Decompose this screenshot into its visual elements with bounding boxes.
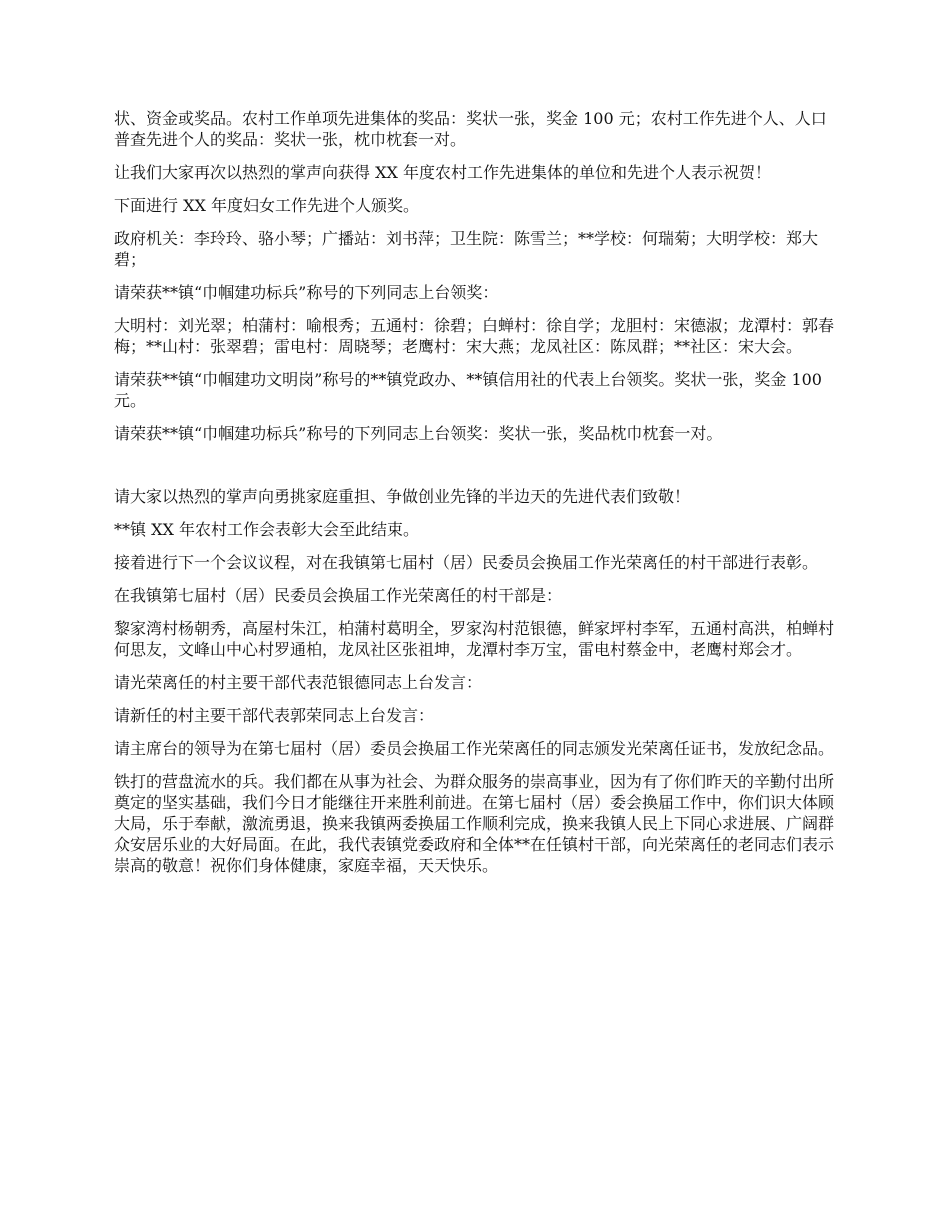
paragraph-10: **镇 XX 年农村工作会表彰大会至此结束。 <box>114 520 419 539</box>
paragraph-15: 请新任的村主要干部代表郭荣同志上台发言： <box>114 706 435 725</box>
paragraph-5: 请荣获**镇“巾帼建功标兵”称号的下列同志上台领奖： <box>114 283 499 302</box>
paragraph-12: 在我镇第七届村（居）民委员会换届工作光荣离任的村干部是： <box>114 586 563 605</box>
document-body <box>114 108 838 876</box>
paragraph-2: 让我们大家再次以热烈的掌声向获得 XX 年度农村工作先进集体的单位和先进个人表示祝贺！ <box>114 163 771 182</box>
paragraph-13: 黎家湾村杨朝秀，高屋村朱江，柏蒲村葛明全，罗家沟村范银德，鲜家坪村李军，五通村高洪，柏蝉村何思友，文峰山中心村罗通柏，龙凤社区张祖坤，龙潭村李万宝，雷电村蔡金中，老鹰村郑会才。 <box>114 619 835 659</box>
blank-gap <box>114 456 838 486</box>
paragraph-3: 下面进行 XX 年度妇女工作先进个人颁奖。 <box>114 196 419 215</box>
paragraph-8: 请荣获**镇“巾帼建功标兵”称号的下列同志上台领奖：奖状一张，奖品枕巾枕套一对。 <box>114 424 723 443</box>
paragraph-11: 接着进行下一个会议议程，对在我镇第七届村（居）民委员会换届工作光荣离任的村干部进行表彰。 <box>114 553 819 572</box>
paragraph-1: 状、资金或奖品。农村工作单项先进集体的奖品：奖状一张，奖金 100 元；农村工作先进个人、人口普查先进个人的奖品：奖状一张，枕巾枕套一对。 <box>114 109 827 149</box>
paragraph-4: 政府机关：李玲玲、骆小琴；广播站：刘书萍；卫生院：陈雪兰；**学校：何瑞菊；大明学校：郑大碧； <box>114 229 819 269</box>
paragraph-9: 请大家以热烈的掌声向勇挑家庭重担、争做创业先锋的半边天的先进代表们致敬！ <box>114 487 691 506</box>
paragraph-6: 大明村：刘光翠；柏蒲村：喻根秀；五通村：徐碧；白蝉村：徐自学；龙胆村：宋德淑；龙潭村：郭春梅；**山村：张翠碧；雷电村：周晓琴；老鹰村：宋大燕；龙凤社区：陈凤群；**社区：宋大会。 <box>114 316 835 356</box>
paragraph-14: 请光荣离任的村主要干部代表范银德同志上台发言： <box>114 673 483 692</box>
paragraph-7: 请荣获**镇“巾帼建功文明岗”称号的**镇党政办、**镇信用社的代表上台领奖。奖状一张，奖金 100 元。 <box>114 370 828 410</box>
paragraph-16: 请主席台的领导为在第七届村（居）委员会换届工作光荣离任的同志颁发光荣离任证书，发放纪念品。 <box>114 739 835 758</box>
paragraph-17: 铁打的营盘流水的兵。我们都在从事为社会、为群众服务的崇高事业，因为有了你们昨天的辛勤付出所奠定的坚实基础，我们今日才能继往开来胜利前进。在第七届村（居）委会换届工作中，你们识大体顾大局，乐于奉献，激流勇退，换来我镇两委换届工作顺利完成，换来我镇人民上下同心求进展、广阔群众安居乐业的大好局面。在此，我代表镇党委政府和全体**在任镇村干部，向光荣离任的老同志们表示崇高的敬意！祝你们身体健康，家庭幸福，天天快乐。 <box>114 772 835 875</box>
